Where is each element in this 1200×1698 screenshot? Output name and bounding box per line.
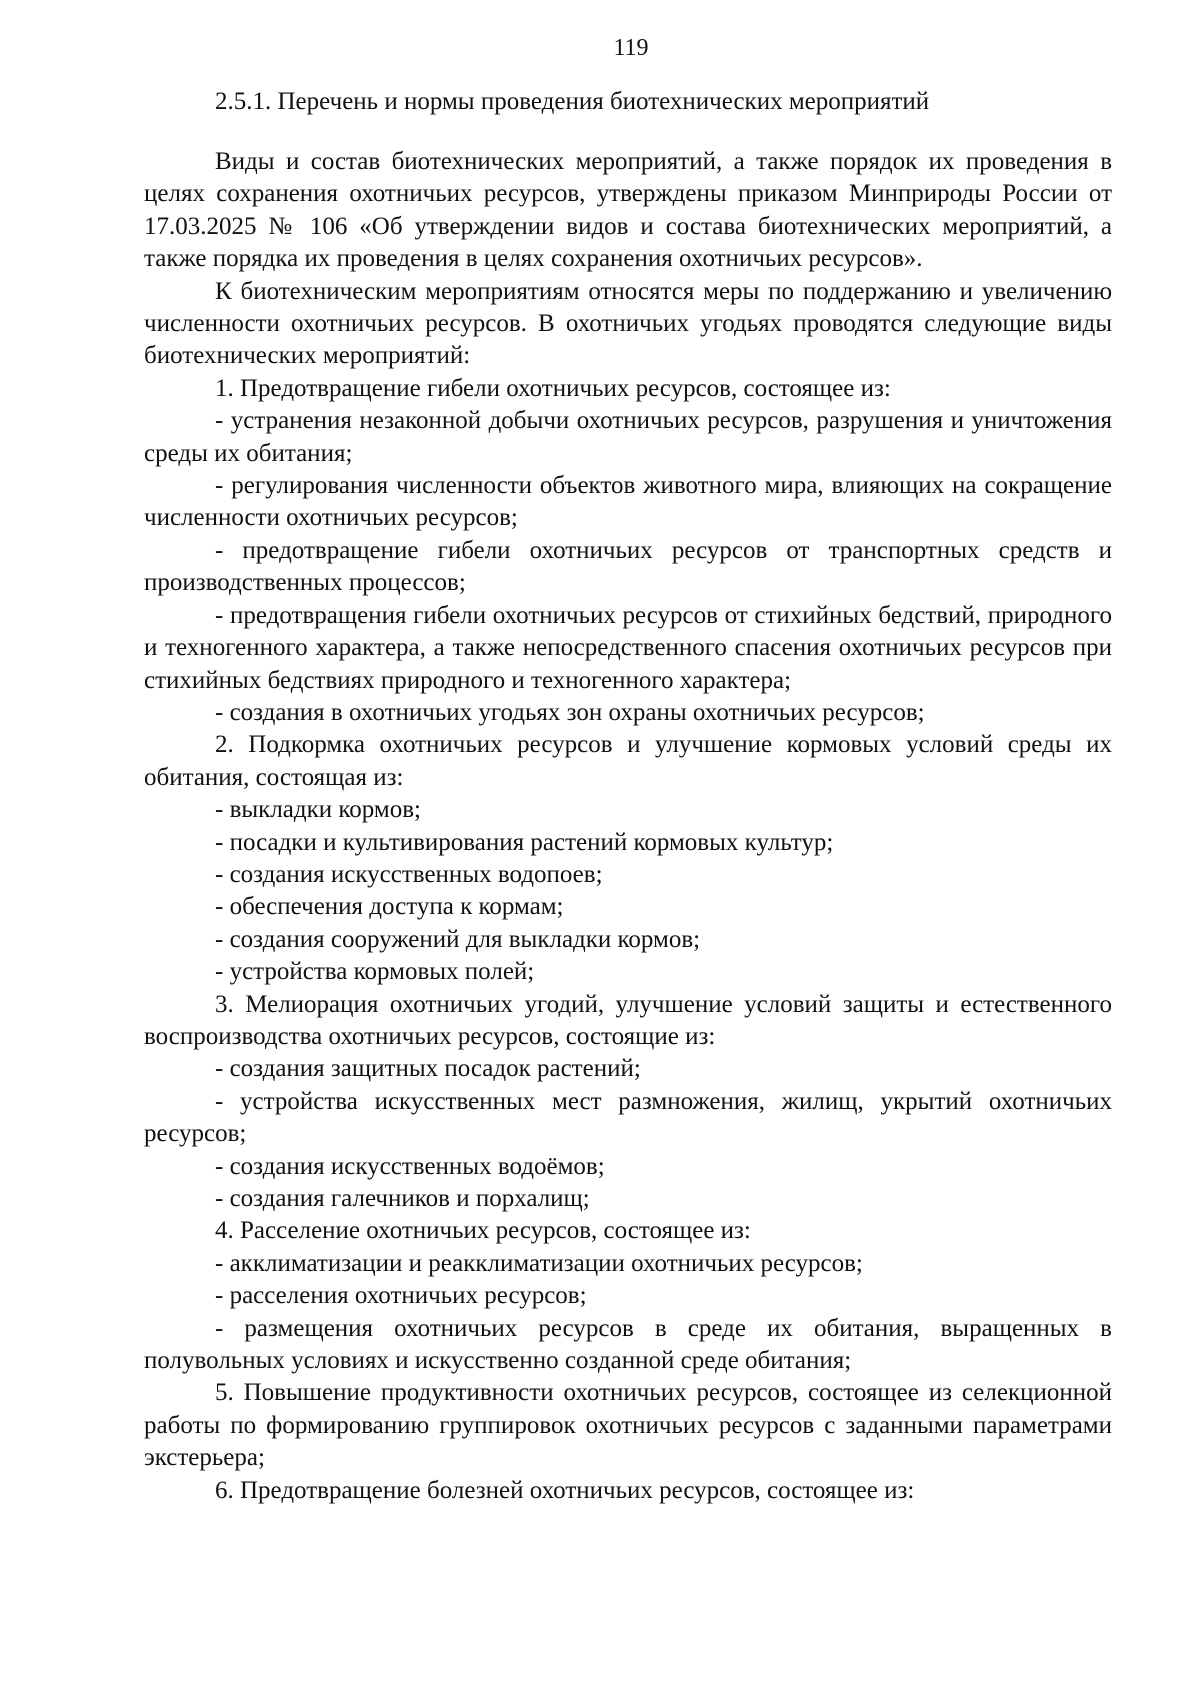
document-body [144,146,1112,1507]
paragraph: К биотехническим мероприятиям относятся меры по поддержанию и увеличению численности охотничьих ресурсов. В охотничьих угодьях проводятся следующие виды биотехнических мероприятий: [144,277,1112,370]
list-item: - устройства искусственных мест размножения, жилищ, укрытий охотничьих ресурсов; [144,1087,1112,1148]
list-item: - создания галечников и порхалищ; [215,1185,590,1212]
list-item: - предотвращение гибели охотничьих ресурсов от транспортных средств и производственных процессов; [144,536,1112,597]
list-item: - акклиматизации и реакклиматизации охотничьих ресурсов; [215,1249,863,1277]
list-heading: 3. Мелиорация охотничьих угодий, улучшение условий защиты и естественного воспроизводства охотничьих ресурсов, состоящие из: [144,990,1112,1050]
list-item: - размещения охотничьих ресурсов в среде их обитания, выращенных в полувольных условиях и искусственно созданной среде обитания; [144,1314,1112,1375]
paragraph: Виды и состав биотехнических мероприятий, а также порядок их проведения в целях сохранения охотничьих ресурсов, утверждены приказом Минприроды России от 17.03.2025 № 106 «Об утверждении видов и состава биотехнических мероприятий, а также порядка их проведения в целях сохранения охотничьих ресурсов». [144,148,1112,273]
section-heading: 2.5.1. Перечень и нормы проведения биотехнических мероприятий [215,88,930,115]
list-heading: 5. Повышение продуктивности охотничьих ресурсов, состоящее из селекционной работы по формированию группировок охотничьих ресурсов с заданными параметрами экстерьера; [144,1379,1112,1472]
list-item: - создания искусственных водопоев; [215,860,603,888]
list-item: - обеспечения доступа к кормам; [215,893,564,921]
list-item: - расселения охотничьих ресурсов; [215,1282,587,1310]
list-heading: 1. Предотвращение гибели охотничьих ресурсов, состоящее из: [215,374,891,402]
list-heading: 2. Подкормка охотничьих ресурсов и улучшение кормовых условий среды их обитания, состоящая из: [144,731,1112,791]
list-item: - создания сооружений для выкладки кормов; [215,925,701,953]
list-item: - создания искусственных водоёмов; [215,1152,605,1180]
list-item: - создания в охотничьих угодьях зон охраны охотничьих ресурсов; [215,698,925,726]
list-heading: 6. Предотвращение болезней охотничьих ресурсов, состоящее из: [215,1476,915,1504]
list-item: - выкладки кормов; [215,796,421,824]
list-item: - предотвращения гибели охотничьих ресурсов от стихийных бедствий, природного и техногенного характера, а также непосредственного спасения охотничьих ресурсов при стихийных бедствиях природного и техногенного характера; [144,601,1112,694]
list-item: - устранения незаконной добычи охотничьих ресурсов, разрушения и уничтожения среды их обитания; [144,407,1112,467]
page-number: 119 [613,35,649,61]
list-item: - регулирования численности объектов животного мира, влияющих на сокращение численности охотничьих ресурсов; [144,472,1112,532]
list-heading: 4. Расселение охотничьих ресурсов, состоящее из: [215,1217,751,1245]
list-item: - создания защитных посадок растений; [215,1055,641,1083]
list-item: - устройства кормовых полей; [215,958,535,986]
list-item: - посадки и культивирования растений кормовых культур; [215,828,834,856]
